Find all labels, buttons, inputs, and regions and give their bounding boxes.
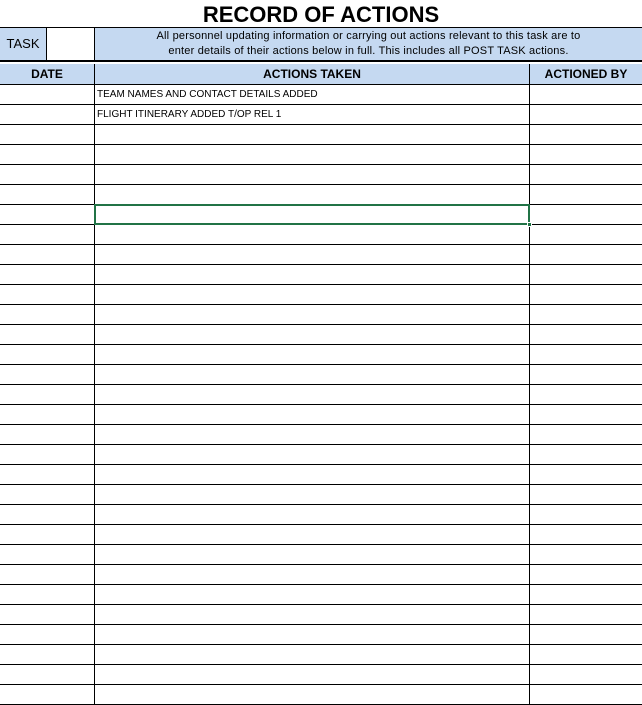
instructions-note xyxy=(95,28,642,60)
action-cell[interactable] xyxy=(95,445,530,464)
table-row xyxy=(0,405,642,425)
table-row xyxy=(0,385,642,405)
actioned-by-cell[interactable] xyxy=(530,445,642,464)
date-cell[interactable] xyxy=(0,585,95,604)
table-row xyxy=(0,625,642,645)
table-row xyxy=(0,545,642,565)
date-cell[interactable] xyxy=(0,345,95,364)
date-cell[interactable] xyxy=(0,465,95,484)
table-row xyxy=(0,305,642,325)
date-cell[interactable] xyxy=(0,125,95,144)
actioned-by-cell[interactable] xyxy=(530,505,642,524)
date-cell[interactable] xyxy=(0,405,95,424)
table-row xyxy=(0,425,642,445)
action-cell[interactable] xyxy=(95,665,530,684)
action-cell[interactable] xyxy=(95,525,530,544)
table-row xyxy=(0,585,642,605)
actioned-by-cell[interactable] xyxy=(530,285,642,304)
table-row xyxy=(0,185,642,205)
date-cell[interactable] xyxy=(0,185,95,204)
action-cell[interactable] xyxy=(95,565,530,584)
date-cell[interactable] xyxy=(0,325,95,344)
actioned-by-cell[interactable] xyxy=(530,245,642,264)
action-cell[interactable] xyxy=(95,465,530,484)
date-column-header: DATE xyxy=(0,64,95,84)
actioned-by-cell[interactable] xyxy=(530,605,642,624)
date-cell[interactable] xyxy=(0,685,95,704)
table-row xyxy=(0,145,642,165)
sheet-title: RECORD OF ACTIONS xyxy=(0,0,642,28)
table-row xyxy=(0,605,642,625)
actioned-by-cell[interactable] xyxy=(530,545,642,564)
actioned-by-cell[interactable] xyxy=(530,105,642,124)
action-cell[interactable] xyxy=(95,265,530,284)
date-cell[interactable] xyxy=(0,485,95,504)
actioned-by-cell[interactable] xyxy=(530,185,642,204)
date-cell[interactable] xyxy=(0,425,95,444)
table-row xyxy=(0,85,642,105)
actioned-by-cell[interactable] xyxy=(530,565,642,584)
actioned-by-cell[interactable] xyxy=(530,165,642,184)
action-cell[interactable] xyxy=(95,505,530,524)
actioned-by-cell[interactable] xyxy=(530,125,642,144)
table-row xyxy=(0,285,642,305)
date-cell[interactable] xyxy=(0,285,95,304)
table-row xyxy=(0,565,642,585)
actioned-by-cell[interactable] xyxy=(530,665,642,684)
date-cell[interactable] xyxy=(0,505,95,524)
table-row xyxy=(0,465,642,485)
table-row xyxy=(0,165,642,185)
actioned-by-cell[interactable] xyxy=(530,345,642,364)
actioned-by-cell[interactable] xyxy=(530,585,642,604)
table-row xyxy=(0,685,642,705)
task-row xyxy=(0,28,642,62)
actioned-by-cell[interactable] xyxy=(530,365,642,384)
table-row xyxy=(0,505,642,525)
task-value-cell[interactable] xyxy=(47,28,95,60)
action-cell[interactable] xyxy=(95,345,530,364)
date-cell[interactable] xyxy=(0,625,95,644)
date-cell[interactable] xyxy=(0,245,95,264)
table-row xyxy=(0,485,642,505)
date-cell[interactable] xyxy=(0,365,95,384)
date-cell[interactable] xyxy=(0,605,95,624)
date-cell[interactable] xyxy=(0,525,95,544)
actioned-by-cell[interactable] xyxy=(530,325,642,344)
actioned-by-cell[interactable] xyxy=(530,465,642,484)
action-cell[interactable] xyxy=(95,685,530,704)
table-row xyxy=(0,525,642,545)
action-cell[interactable] xyxy=(95,485,530,504)
action-cell[interactable] xyxy=(95,125,530,144)
table-row xyxy=(0,445,642,465)
actioned-by-cell[interactable] xyxy=(530,205,642,224)
action-cell[interactable] xyxy=(95,585,530,604)
instructions-line-2: enter details of their actions below in full. This includes all POST TASK actions. xyxy=(168,45,569,57)
fill-handle[interactable] xyxy=(527,222,532,227)
actioned-by-cell[interactable] xyxy=(530,265,642,284)
date-cell[interactable] xyxy=(0,665,95,684)
table-row xyxy=(0,365,642,385)
action-cell[interactable] xyxy=(95,145,530,164)
date-cell[interactable] xyxy=(0,385,95,404)
actions-taken-column-header: ACTIONS TAKEN xyxy=(95,64,530,84)
actioned-by-cell[interactable] xyxy=(530,485,642,504)
actioned-by-cell[interactable] xyxy=(530,85,642,104)
table-row xyxy=(0,345,642,365)
actioned-by-column-header: ACTIONED BY xyxy=(544,67,628,81)
actions-grid xyxy=(0,85,642,686)
action-cell[interactable]: FLIGHT ITINERARY ADDED T/OP REL 1 xyxy=(95,105,530,124)
table-row xyxy=(0,245,642,265)
actioned-by-cell[interactable] xyxy=(530,625,642,644)
table-row xyxy=(0,225,642,245)
date-cell[interactable] xyxy=(0,105,95,124)
date-cell[interactable] xyxy=(0,205,95,224)
date-cell[interactable] xyxy=(0,645,95,664)
actioned-by-cell[interactable] xyxy=(530,525,642,544)
date-cell[interactable] xyxy=(0,445,95,464)
date-cell[interactable] xyxy=(0,265,95,284)
date-cell[interactable] xyxy=(0,225,95,244)
action-cell[interactable] xyxy=(95,185,530,204)
table-row xyxy=(0,665,642,685)
actioned-by-cell[interactable] xyxy=(530,305,642,324)
action-cell[interactable] xyxy=(95,625,530,644)
action-cell[interactable] xyxy=(95,545,530,564)
action-cell[interactable] xyxy=(95,285,530,304)
table-row xyxy=(0,105,642,125)
actioned-by-cell[interactable] xyxy=(530,385,642,404)
action-cell[interactable] xyxy=(95,165,530,184)
action-cell[interactable] xyxy=(95,325,530,344)
table-row xyxy=(0,205,642,225)
action-cell[interactable] xyxy=(95,385,530,404)
action-cell[interactable] xyxy=(95,365,530,384)
actioned-by-cell[interactable] xyxy=(530,405,642,424)
date-cell[interactable] xyxy=(0,85,95,104)
action-cell[interactable] xyxy=(95,645,530,664)
actioned-by-cell[interactable] xyxy=(530,225,642,244)
date-cell[interactable] xyxy=(0,145,95,164)
action-cell[interactable] xyxy=(95,305,530,324)
table-row xyxy=(0,645,642,665)
actioned-by-cell[interactable] xyxy=(530,425,642,444)
action-cell[interactable] xyxy=(95,425,530,444)
action-cell[interactable] xyxy=(95,245,530,264)
action-cell[interactable] xyxy=(95,205,530,224)
instructions-line-1: All personnel updating information or carrying out actions relevant to this task are to xyxy=(156,30,581,42)
actioned-by-cell[interactable] xyxy=(530,145,642,164)
date-cell[interactable] xyxy=(0,305,95,324)
table-row xyxy=(0,125,642,145)
column-header-row xyxy=(0,64,642,85)
task-label: TASK xyxy=(0,28,47,60)
table-row xyxy=(0,265,642,285)
date-cell[interactable] xyxy=(0,545,95,564)
action-cell[interactable] xyxy=(95,605,530,624)
date-cell[interactable] xyxy=(0,565,95,584)
action-cell[interactable] xyxy=(95,225,530,244)
actioned-by-cell[interactable] xyxy=(530,645,642,664)
action-cell[interactable] xyxy=(95,405,530,424)
action-cell[interactable]: TEAM NAMES AND CONTACT DETAILS ADDED xyxy=(95,85,530,104)
table-row xyxy=(0,325,642,345)
actioned-by-cell[interactable] xyxy=(530,685,642,704)
date-cell[interactable] xyxy=(0,165,95,184)
